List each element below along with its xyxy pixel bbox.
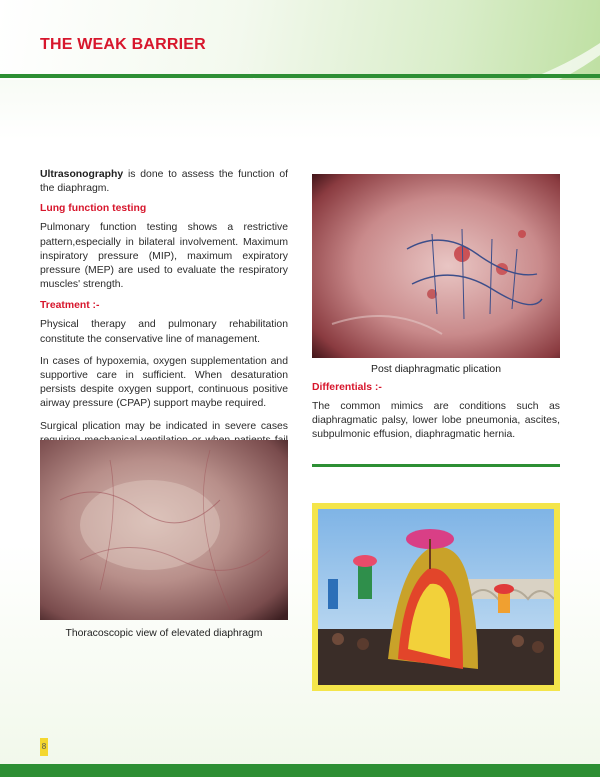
thoracoscopic-photo <box>40 440 288 620</box>
footer-bar <box>0 764 600 777</box>
differentials-heading: Differentials :- <box>312 382 382 393</box>
festival-photo-frame <box>312 503 560 691</box>
treatment-paragraph-2: In cases of hypoxemia, oxygen supplementation and supportive care in sufficient. When desaturation persists despite oxygen support, continuous positive airway pressure (CPAP) support maybe required. <box>40 355 288 410</box>
lung-function-paragraph: Pulmonary function testing shows a restrictive pattern,especially in bilateral involvement. Maximum inspiratory pressure (MIP), maximum expiratory pressure (MEP) are used to evaluate the respiratory muscles' strength. <box>40 222 288 291</box>
page-header <box>0 0 600 80</box>
treatment-paragraph-1: Physical therapy and pulmonary rehabilitation constitute the conservative line of management. <box>40 319 288 345</box>
differentials-paragraph: The common mimics are conditions such as diaphragmatic palsy, lower lobe pneumonia, ascites, subpulmonic effusion, diaphragmatic hernia. <box>312 401 560 441</box>
plication-photo <box>312 174 560 358</box>
header-rule <box>0 74 600 78</box>
festival-photo <box>318 509 554 685</box>
page-title: THE WEAK BARRIER <box>40 36 206 53</box>
treatment-paragraph-3: Surgical plication may be indicated in severe cases <box>40 420 288 432</box>
thoracoscopic-caption: Thoracoscopic view of elevated diaphragm <box>65 628 263 639</box>
page-number: 8 <box>40 738 48 756</box>
ultrasonography-paragraph <box>40 168 288 196</box>
lung-function-heading: Lung function testing <box>40 203 147 215</box>
ultrasonography-term: Ultrasonography <box>40 169 124 180</box>
ultrasonography-text: is done to assess the function of the diaphragm. <box>40 169 288 195</box>
section-divider <box>312 464 560 467</box>
differentials-section <box>312 382 560 451</box>
treatment-heading: Treatment :- <box>40 300 100 312</box>
plication-caption: Post diaphragmatic plication <box>371 364 501 375</box>
